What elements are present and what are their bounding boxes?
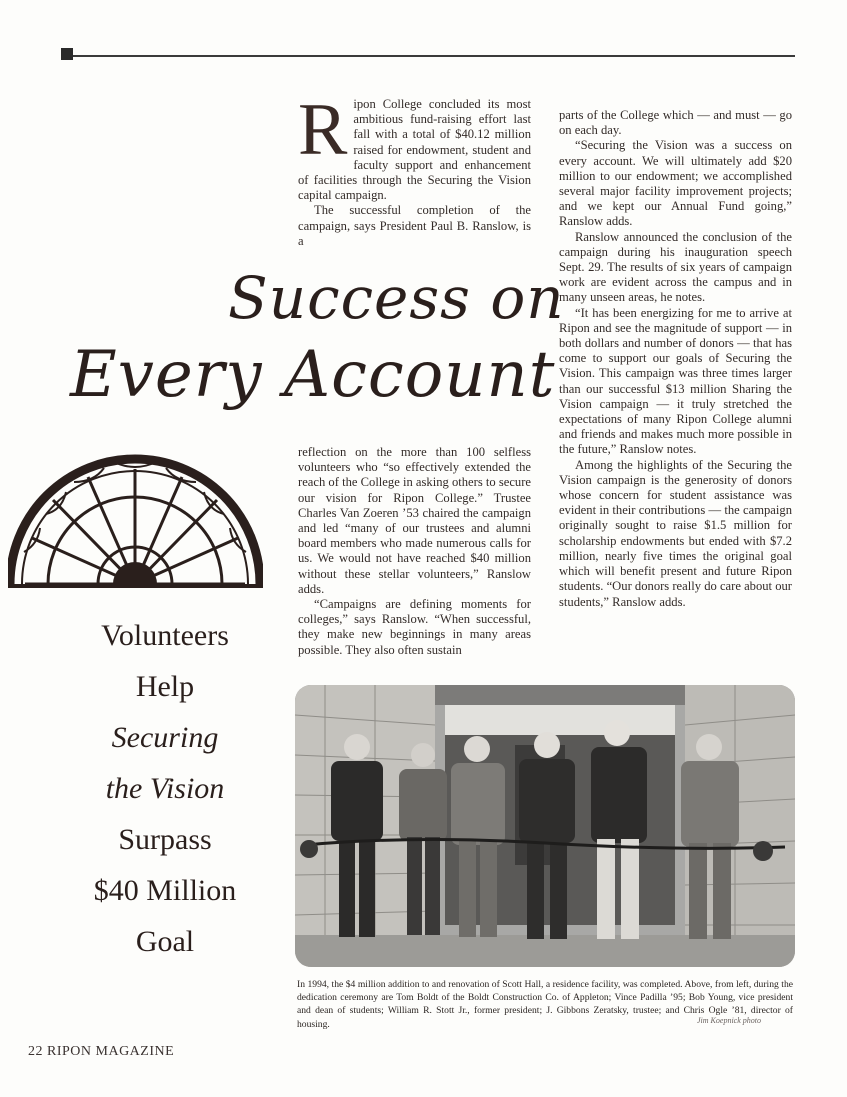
article-paragraph: “Campaigns are defining moments for colleges,” says Ranslow. “When successful, they make new beginnings in many areas possible. They also often sustain: [298, 597, 531, 657]
article-column-1-bottom: [298, 445, 531, 658]
subhead-line: Volunteers: [101, 619, 229, 652]
fanlight-window-ornament: [8, 432, 263, 588]
article-paragraph: parts of the College which — and must — go on each day.: [559, 108, 792, 138]
photo-illustration: [295, 685, 795, 967]
header-rule-marker: [61, 48, 73, 60]
page-footer: [28, 1044, 174, 1060]
sidebar-subhead: [50, 610, 280, 967]
subhead-line: Surpass: [118, 823, 212, 856]
page-number: 22: [28, 1044, 43, 1059]
subhead-line: Securing: [111, 721, 219, 754]
article-paragraph: Among the highlights of the Securing the Vision campaign is the generosity of donors whose concern for student assistance was evident in their contributions — the campaign originally sought to raise $1.5 million for scholarship endowments but ended with $7.2 million, nearly five times the original goal which will benefit present and future Ripon students. “Our donors really do care about our students,” Ranslow adds.: [559, 457, 792, 609]
article-paragraph: “Securing the Vision was a success on every account. We will ultimately add $20 million to our endowment; we accomplished several major facility improvement projects; and we kept our Annual Fund going,” Ranslow adds.: [559, 138, 792, 229]
article-paragraph: Ranslow announced the conclusion of the campaign during his inauguration speech Sept. 29. The results of six years of campaign work are evident across the campus and in many unseen areas, he notes.: [559, 229, 792, 305]
article-paragraph: The successful completion of the campaign, says President Paul B. Ranslow, is a: [298, 203, 531, 248]
subhead-line: Help: [135, 670, 195, 703]
article-column-2: [559, 108, 792, 610]
header-rule: [73, 55, 795, 57]
article-paragraph: “It has been energizing for me to arrive at Ripon and see the magnitude of support — in both dollars and number of donors — that has come to support our goals of Securing the Vision. This campaign was three times larger than our successful $13 million Sharing the Vision campaign — it truly stretched the expectations of many Ripon College alumni and friends and makes much more possible in the future,” Ranslow notes.: [559, 305, 792, 457]
headline-line-1: Success on: [228, 264, 565, 332]
subhead-line: the Vision: [105, 772, 225, 805]
article-paragraph: ipon College concluded its most ambitious fund-raising effort last fall with a total of $40.12 million raised for endowment, student and faculty support and enhancement of facilities through the Securing the Vision capital campaign.: [298, 97, 531, 203]
subhead-line: Goal: [135, 925, 195, 958]
publication-name: RIPON MAGAZINE: [47, 1044, 175, 1059]
drop-cap: R: [298, 89, 348, 171]
headline-line-2: Every Account: [70, 338, 556, 412]
article-column-1-top: [298, 89, 531, 249]
ribbon-cutting-photo: [295, 685, 795, 967]
photo-credit: Jim Koepnick photo: [697, 1016, 761, 1025]
photo-caption: In 1994, the $4 million addition to and renovation of Scott Hall, a residence facility, was completed. Above, from left, during the dedication ceremony are Tom Boldt of the Boldt Construction Co. of Appleton; Vince Padilla ’95; Bob Young, vice president and dean of students; William R. Stott Jr., former president; J. Gibbons Zeratsky, trustee; and Chris Ogle ’81, director of housing.: [297, 979, 793, 1030]
subhead-line: $40 Million: [93, 874, 237, 907]
article-paragraph: reflection on the more than 100 selfless volunteers who “so effectively extended the reach of the College in asking others to secure our vision for Ripon College.” Trustee Charles Van Zoeren ’53 chaired the campaign and led “many of our trustees and alumni board members who made numerous calls for us. We would not have reached $40 million without these stellar volunteers,” Ranslow adds.: [298, 445, 531, 596]
